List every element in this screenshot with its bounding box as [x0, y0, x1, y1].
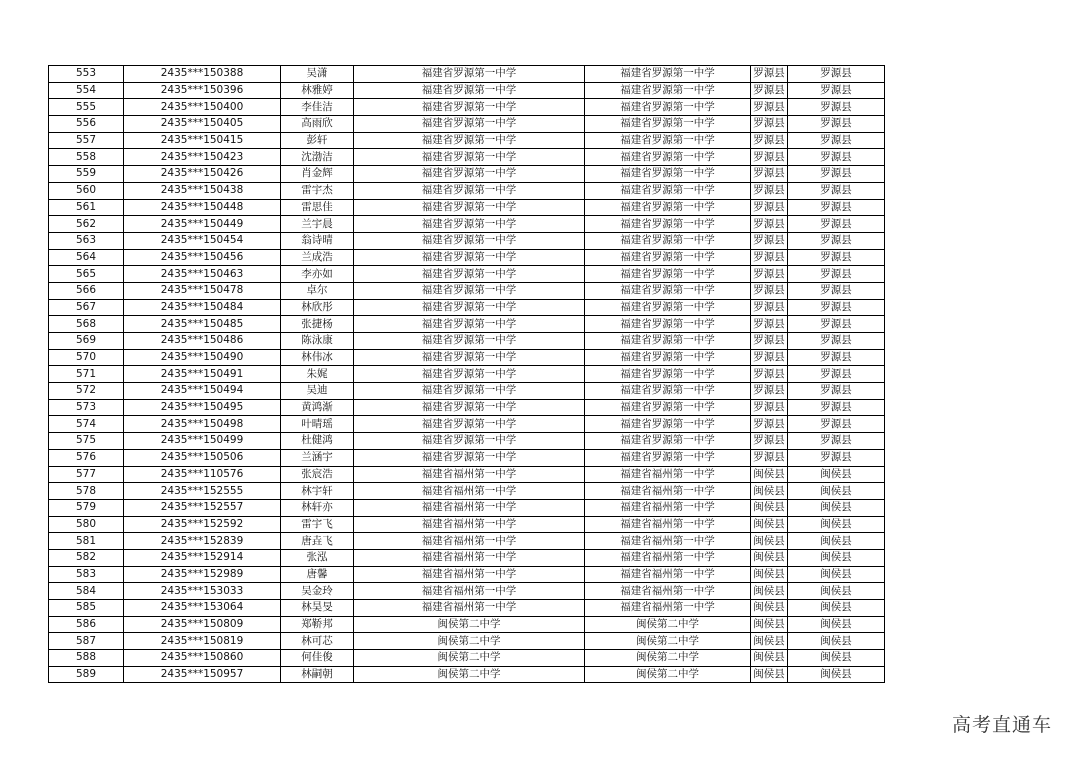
school-cell: 福建省罗源第一中学 — [354, 349, 585, 366]
admit-school-cell: 福建省罗源第一中学 — [585, 232, 751, 249]
seq-cell: 573 — [49, 399, 124, 416]
admit-school-cell: 闽侯第二中学 — [585, 633, 751, 650]
district-cell: 闽侯县 — [788, 633, 885, 650]
table-row — [49, 433, 885, 450]
county-cell: 罗源县 — [751, 383, 788, 400]
school-cell: 闽侯第二中学 — [354, 616, 585, 633]
name-cell: 叶晴瑶 — [281, 416, 354, 433]
name-cell: 朱娓 — [281, 366, 354, 383]
seq-cell: 558 — [49, 149, 124, 166]
admit-school-cell: 闽侯第二中学 — [585, 616, 751, 633]
admit-school-cell: 福建省福州第一中学 — [585, 566, 751, 583]
exam-id-cell: 2435***150405 — [124, 116, 281, 133]
admit-school-cell: 福建省福州第一中学 — [585, 516, 751, 533]
exam-id-cell: 2435***150438 — [124, 182, 281, 199]
school-cell: 福建省罗源第一中学 — [354, 383, 585, 400]
exam-id-cell: 2435***152557 — [124, 499, 281, 516]
name-cell: 翁诗晴 — [281, 232, 354, 249]
exam-id-cell: 2435***150449 — [124, 216, 281, 233]
table-row — [49, 449, 885, 466]
admit-school-cell: 福建省罗源第一中学 — [585, 182, 751, 199]
school-cell: 福建省罗源第一中学 — [354, 216, 585, 233]
admit-school-cell: 福建省罗源第一中学 — [585, 449, 751, 466]
school-cell: 福建省罗源第一中学 — [354, 132, 585, 149]
table-row — [49, 600, 885, 617]
seq-cell: 568 — [49, 316, 124, 333]
school-cell: 闽侯第二中学 — [354, 666, 585, 683]
seq-cell: 553 — [49, 66, 124, 83]
name-cell: 陈泳康 — [281, 333, 354, 350]
seq-cell: 560 — [49, 182, 124, 199]
school-cell: 福建省罗源第一中学 — [354, 333, 585, 350]
district-cell: 闽侯县 — [788, 600, 885, 617]
table-row — [49, 216, 885, 233]
roster-body — [49, 66, 885, 683]
county-cell: 罗源县 — [751, 449, 788, 466]
district-cell: 罗源县 — [788, 399, 885, 416]
school-cell: 福建省罗源第一中学 — [354, 99, 585, 116]
school-cell: 闽侯第二中学 — [354, 650, 585, 667]
name-cell: 沈渤洁 — [281, 149, 354, 166]
seq-cell: 588 — [49, 650, 124, 667]
name-cell: 兰宇晨 — [281, 216, 354, 233]
county-cell: 罗源县 — [751, 282, 788, 299]
table-row — [49, 633, 885, 650]
exam-id-cell: 2435***110576 — [124, 466, 281, 483]
school-cell: 福建省罗源第一中学 — [354, 199, 585, 216]
district-cell: 罗源县 — [788, 232, 885, 249]
school-cell: 福建省罗源第一中学 — [354, 416, 585, 433]
exam-id-cell: 2435***153064 — [124, 600, 281, 617]
admit-school-cell: 福建省罗源第一中学 — [585, 216, 751, 233]
admit-school-cell: 福建省罗源第一中学 — [585, 399, 751, 416]
admit-school-cell: 福建省罗源第一中学 — [585, 349, 751, 366]
name-cell: 彭轩 — [281, 132, 354, 149]
district-cell: 罗源县 — [788, 182, 885, 199]
district-cell: 罗源县 — [788, 416, 885, 433]
table-row — [49, 149, 885, 166]
seq-cell: 562 — [49, 216, 124, 233]
name-cell: 林欣彤 — [281, 299, 354, 316]
county-cell: 罗源县 — [751, 316, 788, 333]
seq-cell: 555 — [49, 99, 124, 116]
exam-id-cell: 2435***152592 — [124, 516, 281, 533]
seq-cell: 585 — [49, 600, 124, 617]
table-row — [49, 132, 885, 149]
table-row — [49, 399, 885, 416]
admit-school-cell: 闽侯第二中学 — [585, 666, 751, 683]
county-cell: 闽侯县 — [751, 666, 788, 683]
exam-id-cell: 2435***150400 — [124, 99, 281, 116]
district-cell: 罗源县 — [788, 316, 885, 333]
county-cell: 闽侯县 — [751, 483, 788, 500]
admit-school-cell: 闽侯第二中学 — [585, 650, 751, 667]
table-row — [49, 82, 885, 99]
name-cell: 林轩亦 — [281, 499, 354, 516]
name-cell: 郑鞒邦 — [281, 616, 354, 633]
district-cell: 罗源县 — [788, 449, 885, 466]
district-cell: 闽侯县 — [788, 516, 885, 533]
school-cell: 福建省罗源第一中学 — [354, 299, 585, 316]
county-cell: 闽侯县 — [751, 466, 788, 483]
seq-cell: 584 — [49, 583, 124, 600]
exam-id-cell: 2435***150490 — [124, 349, 281, 366]
county-cell: 罗源县 — [751, 299, 788, 316]
table-row — [49, 333, 885, 350]
county-cell: 罗源县 — [751, 66, 788, 83]
school-cell: 福建省罗源第一中学 — [354, 232, 585, 249]
name-cell: 吴迪 — [281, 383, 354, 400]
admit-school-cell: 福建省罗源第一中学 — [585, 116, 751, 133]
table-row — [49, 566, 885, 583]
admit-school-cell: 福建省罗源第一中学 — [585, 82, 751, 99]
seq-cell: 589 — [49, 666, 124, 683]
county-cell: 闽侯县 — [751, 583, 788, 600]
name-cell: 雷思佳 — [281, 199, 354, 216]
table-row — [49, 416, 885, 433]
school-cell: 福建省福州第一中学 — [354, 533, 585, 550]
name-cell: 雷宇杰 — [281, 182, 354, 199]
table-row — [49, 99, 885, 116]
school-cell: 福建省罗源第一中学 — [354, 249, 585, 266]
name-cell: 唐馨 — [281, 566, 354, 583]
school-cell: 福建省福州第一中学 — [354, 583, 585, 600]
exam-id-cell: 2435***150860 — [124, 650, 281, 667]
table-row — [49, 299, 885, 316]
name-cell: 兰成浩 — [281, 249, 354, 266]
exam-id-cell: 2435***150491 — [124, 366, 281, 383]
admit-school-cell: 福建省罗源第一中学 — [585, 433, 751, 450]
district-cell: 罗源县 — [788, 99, 885, 116]
county-cell: 罗源县 — [751, 199, 788, 216]
school-cell: 福建省福州第一中学 — [354, 466, 585, 483]
name-cell: 林宇轩 — [281, 483, 354, 500]
school-cell: 福建省罗源第一中学 — [354, 282, 585, 299]
county-cell: 罗源县 — [751, 216, 788, 233]
school-cell: 福建省罗源第一中学 — [354, 182, 585, 199]
district-cell: 罗源县 — [788, 366, 885, 383]
table-row — [49, 483, 885, 500]
exam-id-cell: 2435***150819 — [124, 633, 281, 650]
district-cell: 闽侯县 — [788, 483, 885, 500]
exam-id-cell: 2435***150426 — [124, 166, 281, 183]
admit-school-cell: 福建省罗源第一中学 — [585, 266, 751, 283]
exam-id-cell: 2435***150484 — [124, 299, 281, 316]
name-cell: 雷宇飞 — [281, 516, 354, 533]
county-cell: 闽侯县 — [751, 499, 788, 516]
admit-school-cell: 福建省福州第一中学 — [585, 583, 751, 600]
seq-cell: 581 — [49, 533, 124, 550]
county-cell: 罗源县 — [751, 166, 788, 183]
school-cell: 福建省罗源第一中学 — [354, 149, 585, 166]
county-cell: 罗源县 — [751, 349, 788, 366]
school-cell: 福建省罗源第一中学 — [354, 316, 585, 333]
name-cell: 张宸浩 — [281, 466, 354, 483]
name-cell: 李亦如 — [281, 266, 354, 283]
county-cell: 罗源县 — [751, 433, 788, 450]
admit-school-cell: 福建省福州第一中学 — [585, 600, 751, 617]
admit-school-cell: 福建省罗源第一中学 — [585, 132, 751, 149]
name-cell: 高雨欣 — [281, 116, 354, 133]
table-row — [49, 66, 885, 83]
exam-id-cell: 2435***150499 — [124, 433, 281, 450]
county-cell: 罗源县 — [751, 249, 788, 266]
admit-school-cell: 福建省福州第一中学 — [585, 483, 751, 500]
seq-cell: 574 — [49, 416, 124, 433]
district-cell: 罗源县 — [788, 333, 885, 350]
seq-cell: 575 — [49, 433, 124, 450]
table-row — [49, 249, 885, 266]
county-cell: 闽侯县 — [751, 516, 788, 533]
district-cell: 闽侯县 — [788, 533, 885, 550]
table-row — [49, 499, 885, 516]
district-cell: 罗源县 — [788, 66, 885, 83]
district-cell: 罗源县 — [788, 199, 885, 216]
district-cell: 罗源县 — [788, 266, 885, 283]
table-row — [49, 316, 885, 333]
district-cell: 罗源县 — [788, 383, 885, 400]
seq-cell: 577 — [49, 466, 124, 483]
table-row — [49, 383, 885, 400]
district-cell: 罗源县 — [788, 149, 885, 166]
admit-school-cell: 福建省罗源第一中学 — [585, 99, 751, 116]
table-row — [49, 583, 885, 600]
exam-id-cell: 2435***150396 — [124, 82, 281, 99]
county-cell: 罗源县 — [751, 366, 788, 383]
exam-id-cell: 2435***150478 — [124, 282, 281, 299]
name-cell: 林可芯 — [281, 633, 354, 650]
exam-id-cell: 2435***150388 — [124, 66, 281, 83]
exam-id-cell: 2435***153033 — [124, 583, 281, 600]
exam-id-cell: 2435***150957 — [124, 666, 281, 683]
table-row — [49, 282, 885, 299]
exam-id-cell: 2435***150423 — [124, 149, 281, 166]
seq-cell: 559 — [49, 166, 124, 183]
seq-cell: 586 — [49, 616, 124, 633]
table-row — [49, 516, 885, 533]
seq-cell: 556 — [49, 116, 124, 133]
admit-school-cell: 福建省罗源第一中学 — [585, 366, 751, 383]
county-cell: 罗源县 — [751, 416, 788, 433]
seq-cell: 565 — [49, 266, 124, 283]
table-row — [49, 232, 885, 249]
county-cell: 闽侯县 — [751, 616, 788, 633]
district-cell: 罗源县 — [788, 433, 885, 450]
name-cell: 张泓 — [281, 549, 354, 566]
exam-id-cell: 2435***150498 — [124, 416, 281, 433]
county-cell: 罗源县 — [751, 182, 788, 199]
name-cell: 何佳俊 — [281, 650, 354, 667]
admit-school-cell: 福建省罗源第一中学 — [585, 282, 751, 299]
exam-id-cell: 2435***150485 — [124, 316, 281, 333]
watermark: 高考直通车 — [951, 714, 1052, 736]
admit-school-cell: 福建省福州第一中学 — [585, 466, 751, 483]
table-row — [49, 199, 885, 216]
school-cell: 福建省罗源第一中学 — [354, 266, 585, 283]
exam-id-cell: 2435***152914 — [124, 549, 281, 566]
seq-cell: 580 — [49, 516, 124, 533]
district-cell: 罗源县 — [788, 299, 885, 316]
school-cell: 福建省福州第一中学 — [354, 566, 585, 583]
admit-school-cell: 福建省罗源第一中学 — [585, 316, 751, 333]
exam-id-cell: 2435***150448 — [124, 199, 281, 216]
exam-id-cell: 2435***150454 — [124, 232, 281, 249]
county-cell: 罗源县 — [751, 149, 788, 166]
admit-school-cell: 福建省福州第一中学 — [585, 499, 751, 516]
district-cell: 罗源县 — [788, 249, 885, 266]
county-cell: 闽侯县 — [751, 533, 788, 550]
seq-cell: 554 — [49, 82, 124, 99]
county-cell: 闽侯县 — [751, 600, 788, 617]
table-row — [49, 466, 885, 483]
name-cell: 兰涵宇 — [281, 449, 354, 466]
table-row — [49, 533, 885, 550]
exam-id-cell: 2435***150495 — [124, 399, 281, 416]
name-cell: 杜健鸿 — [281, 433, 354, 450]
district-cell: 闽侯县 — [788, 566, 885, 583]
seq-cell: 569 — [49, 333, 124, 350]
table-row — [49, 549, 885, 566]
seq-cell: 571 — [49, 366, 124, 383]
admit-school-cell: 福建省罗源第一中学 — [585, 299, 751, 316]
roster-table — [48, 65, 885, 683]
county-cell: 闽侯县 — [751, 633, 788, 650]
name-cell: 林嗣朝 — [281, 666, 354, 683]
district-cell: 闽侯县 — [788, 650, 885, 667]
table-row — [49, 616, 885, 633]
county-cell: 闽侯县 — [751, 650, 788, 667]
district-cell: 罗源县 — [788, 132, 885, 149]
exam-id-cell: 2435***150486 — [124, 333, 281, 350]
school-cell: 福建省罗源第一中学 — [354, 82, 585, 99]
seq-cell: 576 — [49, 449, 124, 466]
county-cell: 罗源县 — [751, 232, 788, 249]
district-cell: 闽侯县 — [788, 549, 885, 566]
admit-school-cell: 福建省罗源第一中学 — [585, 199, 751, 216]
district-cell: 罗源县 — [788, 216, 885, 233]
county-cell: 罗源县 — [751, 266, 788, 283]
district-cell: 闽侯县 — [788, 499, 885, 516]
school-cell: 福建省罗源第一中学 — [354, 449, 585, 466]
exam-id-cell: 2435***150494 — [124, 383, 281, 400]
exam-id-cell: 2435***150463 — [124, 266, 281, 283]
school-cell: 福建省福州第一中学 — [354, 499, 585, 516]
county-cell: 罗源县 — [751, 132, 788, 149]
table-row — [49, 266, 885, 283]
admit-school-cell: 福建省罗源第一中学 — [585, 383, 751, 400]
name-cell: 唐垚飞 — [281, 533, 354, 550]
table-row — [49, 349, 885, 366]
name-cell: 黄鸿渐 — [281, 399, 354, 416]
seq-cell: 567 — [49, 299, 124, 316]
seq-cell: 583 — [49, 566, 124, 583]
name-cell: 林昊旻 — [281, 600, 354, 617]
school-cell: 福建省罗源第一中学 — [354, 166, 585, 183]
name-cell: 李佳洁 — [281, 99, 354, 116]
district-cell: 闽侯县 — [788, 616, 885, 633]
admit-school-cell: 福建省罗源第一中学 — [585, 149, 751, 166]
seq-cell: 563 — [49, 232, 124, 249]
county-cell: 罗源县 — [751, 82, 788, 99]
exam-id-cell: 2435***152989 — [124, 566, 281, 583]
admit-school-cell: 福建省福州第一中学 — [585, 549, 751, 566]
district-cell: 罗源县 — [788, 82, 885, 99]
district-cell: 罗源县 — [788, 282, 885, 299]
name-cell: 肖金辉 — [281, 166, 354, 183]
name-cell: 吴潇 — [281, 66, 354, 83]
district-cell: 罗源县 — [788, 166, 885, 183]
school-cell: 福建省罗源第一中学 — [354, 399, 585, 416]
school-cell: 福建省福州第一中学 — [354, 516, 585, 533]
exam-id-cell: 2435***150809 — [124, 616, 281, 633]
seq-cell: 587 — [49, 633, 124, 650]
county-cell: 闽侯县 — [751, 549, 788, 566]
school-cell: 福建省罗源第一中学 — [354, 433, 585, 450]
school-cell: 福建省罗源第一中学 — [354, 366, 585, 383]
district-cell: 闽侯县 — [788, 466, 885, 483]
name-cell: 张捷杨 — [281, 316, 354, 333]
admit-school-cell: 福建省罗源第一中学 — [585, 66, 751, 83]
district-cell: 闽侯县 — [788, 583, 885, 600]
table-row — [49, 166, 885, 183]
county-cell: 罗源县 — [751, 99, 788, 116]
admit-school-cell: 福建省福州第一中学 — [585, 533, 751, 550]
seq-cell: 561 — [49, 199, 124, 216]
county-cell: 闽侯县 — [751, 566, 788, 583]
county-cell: 罗源县 — [751, 116, 788, 133]
table-row — [49, 650, 885, 667]
admit-school-cell: 福建省罗源第一中学 — [585, 166, 751, 183]
school-cell: 福建省福州第一中学 — [354, 549, 585, 566]
seq-cell: 566 — [49, 282, 124, 299]
seq-cell: 557 — [49, 132, 124, 149]
name-cell: 林伟冰 — [281, 349, 354, 366]
table-row — [49, 182, 885, 199]
district-cell: 闽侯县 — [788, 666, 885, 683]
seq-cell: 570 — [49, 349, 124, 366]
table-row — [49, 666, 885, 683]
name-cell: 卓尔 — [281, 282, 354, 299]
district-cell: 罗源县 — [788, 349, 885, 366]
seq-cell: 579 — [49, 499, 124, 516]
exam-id-cell: 2435***150456 — [124, 249, 281, 266]
admit-school-cell: 福建省罗源第一中学 — [585, 333, 751, 350]
seq-cell: 582 — [49, 549, 124, 566]
table-row — [49, 366, 885, 383]
name-cell: 吴金玲 — [281, 583, 354, 600]
school-cell: 福建省罗源第一中学 — [354, 116, 585, 133]
exam-id-cell: 2435***152839 — [124, 533, 281, 550]
school-cell: 福建省福州第一中学 — [354, 600, 585, 617]
seq-cell: 578 — [49, 483, 124, 500]
county-cell: 罗源县 — [751, 399, 788, 416]
school-cell: 福建省福州第一中学 — [354, 483, 585, 500]
seq-cell: 572 — [49, 383, 124, 400]
school-cell: 福建省罗源第一中学 — [354, 66, 585, 83]
exam-id-cell: 2435***152555 — [124, 483, 281, 500]
seq-cell: 564 — [49, 249, 124, 266]
county-cell: 罗源县 — [751, 333, 788, 350]
exam-id-cell: 2435***150415 — [124, 132, 281, 149]
school-cell: 闽侯第二中学 — [354, 633, 585, 650]
table-row — [49, 116, 885, 133]
district-cell: 罗源县 — [788, 116, 885, 133]
exam-id-cell: 2435***150506 — [124, 449, 281, 466]
admit-school-cell: 福建省罗源第一中学 — [585, 416, 751, 433]
admit-school-cell: 福建省罗源第一中学 — [585, 249, 751, 266]
name-cell: 林雅婷 — [281, 82, 354, 99]
